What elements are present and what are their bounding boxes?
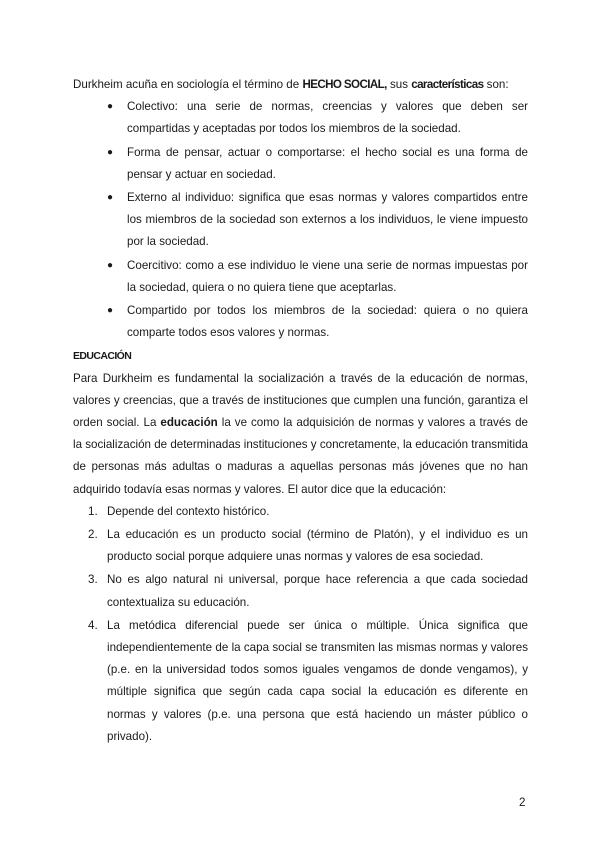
list-item — [88, 615, 528, 748]
list-item — [88, 501, 528, 523]
intro-paragraph — [73, 74, 528, 96]
item-text: No es algo natural ni universal, porque hace referencia a que cada sociedad contextualiza su educación. — [107, 573, 528, 609]
list-item — [107, 96, 528, 140]
bullet-text: Compartido por todos los miembros de la sociedad: quiera o no quiera comparte todos esos valores y normas. — [127, 304, 528, 340]
intro-middle: sus — [386, 78, 412, 91]
item-text: Depende del contexto histórico. — [107, 504, 270, 518]
list-item — [88, 524, 528, 568]
item-number: 1. — [88, 504, 98, 518]
list-item — [107, 142, 528, 186]
list-item — [88, 569, 528, 613]
bullet-text: Externo al individuo: significa que esas normas y valores compartidos entre los miembros de la sociedad son externos a los individuos, le viene impuesto por la sociedad. — [127, 191, 528, 249]
education-bold-term: educación — [160, 416, 218, 430]
bullet-text: Coercitivo: como a ese individuo le viene una serie de normas impuestas por la sociedad, quiera o no quiera tiene que aceptarlas. — [127, 258, 528, 294]
bullet-icon: ● — [107, 305, 114, 317]
education-text-after: la ve como la adquisición de normas y valores a través de la socialización de determinadas instituciones y concretamente, la educación transmitida de personas más adultas o maduras a aquellas personas más jóvenes que no han adquirido todavía esas normas y valores. El autor dice que la educación: — [73, 416, 528, 496]
bullet-icon: ● — [107, 146, 114, 158]
bullet-icon: ● — [107, 259, 114, 271]
education-list — [73, 501, 528, 748]
item-number: 4. — [88, 618, 98, 632]
education-text-before: Para Durkheim es fundamental la socialización a través de la educación de normas, valores y creencias, que a través de instituciones que cumplen una función, garantiza el orden social. La — [73, 371, 528, 430]
item-number: 3. — [88, 573, 98, 587]
intro-suffix: son: — [483, 78, 509, 91]
list-item — [107, 187, 528, 254]
item-number: 2. — [88, 528, 98, 542]
document-body — [73, 74, 528, 749]
bullet-text: Colectivo: una serie de normas, creencias y valores que deben ser compartidas y aceptadas por todos los miembros de la sociedad. — [127, 100, 528, 136]
list-item — [107, 255, 528, 299]
item-text: La metódica diferencial puede ser única o múltiple. Única significa que independientemente de la capa social se transmiten las mismas normas y valores (p.e. en la universidad todos somos iguales vengamos de donde vengamos), y múltiple significa que según cada capa social la educación es diferente en normas y valores (p.e. una persona que está haciendo un máster público o privado). — [107, 618, 528, 743]
bullet-icon: ● — [107, 101, 114, 113]
page-number: 2 — [519, 796, 526, 809]
bullet-icon: ● — [107, 192, 114, 204]
intro-term: HECHO SOCIAL, — [302, 78, 387, 91]
list-item — [107, 300, 528, 344]
item-text: La educación es un producto social (término de Platón), y el individuo es un producto social porque adquiere unas normas y valores de esa sociedad. — [107, 528, 528, 564]
intro-characteristics: características — [411, 78, 484, 91]
section-heading-educacion: EDUCACIÓN — [73, 350, 132, 363]
bullet-text: Forma de pensar, actuar o comportarse: el hecho social es una forma de pensar y actuar en sociedad. — [127, 145, 528, 181]
characteristics-list — [73, 96, 528, 344]
education-paragraph — [73, 368, 528, 501]
intro-prefix: Durkheim acuña en sociología el término de — [73, 78, 303, 91]
